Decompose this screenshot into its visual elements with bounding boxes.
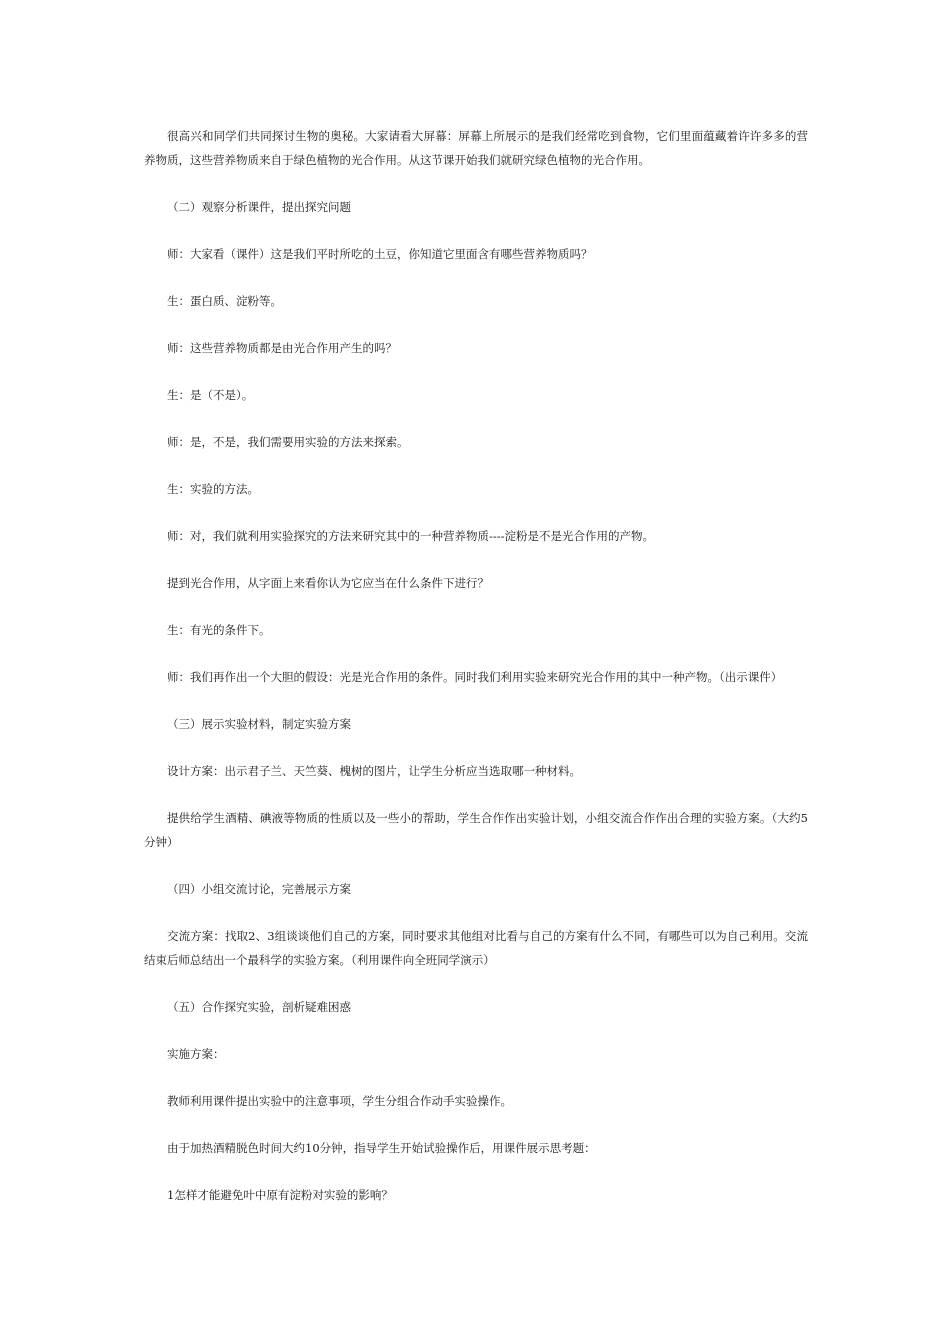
paragraph-spacer	[144, 901, 808, 924]
paragraph-question: 提到光合作用，从字面上来看你认为它应当在什么条件下进行？	[167, 576, 489, 590]
paragraph-spacer	[144, 313, 808, 336]
document-body	[144, 124, 808, 1207]
paragraph-spacer	[144, 266, 808, 289]
paragraph-spacer	[144, 1113, 808, 1136]
paragraph-spacer	[144, 1160, 808, 1183]
paragraph-spacer	[144, 219, 808, 242]
section-heading-4: （四）小组交流讨论，完善展示方案	[167, 882, 351, 896]
paragraph-teacher: 师：我们再作出一个大胆的假设：光是光合作用的条件。同时我们利用实验来研究光合作用的其中一种产物。（出示课件）	[167, 670, 783, 684]
paragraph-teacher: 师：大家看（课件）这是我们平时所吃的土豆，你知道它里面含有哪些营养物质吗？	[167, 247, 593, 261]
paragraph-intro: 很高兴和同学们共同探讨生物的奥秘。大家请看大屏幕：屏幕上所展示的是我们经常吃到食物，它们里面蕴藏着许许多多的营养物质，这些营养物质来自于绿色植物的光合作用。从这节课开始我们就研究绿色植物的光合作用。	[144, 129, 808, 167]
paragraph-spacer	[144, 783, 808, 806]
section-heading-3: （三）展示实验材料，制定实验方案	[167, 717, 351, 731]
paragraph-spacer	[144, 854, 808, 877]
paragraph-spacer	[144, 689, 808, 712]
paragraph-materials: 提供给学生酒精、碘液等物质的性质以及一些小的帮助，学生合作作出实验计划，小组交流合作作出合理的实验方案。（大约5分钟）	[144, 811, 808, 849]
paragraph-question-1: 1怎样才能避免叶中原有淀粉对实验的影响？	[167, 1188, 393, 1202]
paragraph-spacer	[144, 1019, 808, 1042]
section-heading-2: （二）观察分析课件，提出探究问题	[167, 200, 351, 214]
paragraph-student: 生：蛋白质、淀粉等。	[167, 294, 282, 308]
paragraph-spacer	[144, 360, 808, 383]
paragraph-notes: 教师利用课件提出实验中的注意事项，学生分组合作动手实验操作。	[167, 1094, 512, 1108]
paragraph-student: 生：是（不是）。	[167, 388, 254, 402]
paragraph-spacer	[144, 407, 808, 430]
paragraph-spacer	[144, 642, 808, 665]
paragraph-spacer	[144, 172, 808, 195]
paragraph-student: 生：实验的方法。	[167, 482, 259, 496]
paragraph-spacer	[144, 736, 808, 759]
paragraph-spacer	[144, 501, 808, 524]
paragraph-spacer	[144, 454, 808, 477]
paragraph-spacer	[144, 972, 808, 995]
paragraph-spacer	[144, 595, 808, 618]
paragraph-teacher: 师：是，不是，我们需要用实验的方法来探索。	[167, 435, 409, 449]
paragraph-design: 设计方案：出示君子兰、天竺葵、槐树的图片，让学生分析应当选取哪一种材料。	[167, 764, 581, 778]
paragraph-spacer	[144, 548, 808, 571]
section-heading-5: （五）合作探究实验，剖析疑难困惑	[167, 1000, 351, 1014]
paragraph-exchange: 交流方案：找取2、3组谈谈他们自己的方案，同时要求其他组对比看与自己的方案有什么不同，有哪些可以为自己利用。交流结束后师总结出一个最科学的实验方案。（利用课件向全班同学演示）	[144, 929, 808, 967]
paragraph-heating: 由于加热酒精脱色时间大约10分钟，指导学生开始试验操作后，用课件展示思考题：	[167, 1141, 596, 1155]
paragraph-implement: 实施方案：	[167, 1047, 225, 1061]
paragraph-teacher: 师：对，我们就利用实验探究的方法来研究其中的一种营养物质----淀粉是不是光合作用的产物。	[167, 529, 655, 543]
paragraph-student: 生：有光的条件下。	[167, 623, 271, 637]
paragraph-spacer	[144, 1066, 808, 1089]
paragraph-teacher: 师：这些营养物质都是由光合作用产生的吗？	[167, 341, 397, 355]
